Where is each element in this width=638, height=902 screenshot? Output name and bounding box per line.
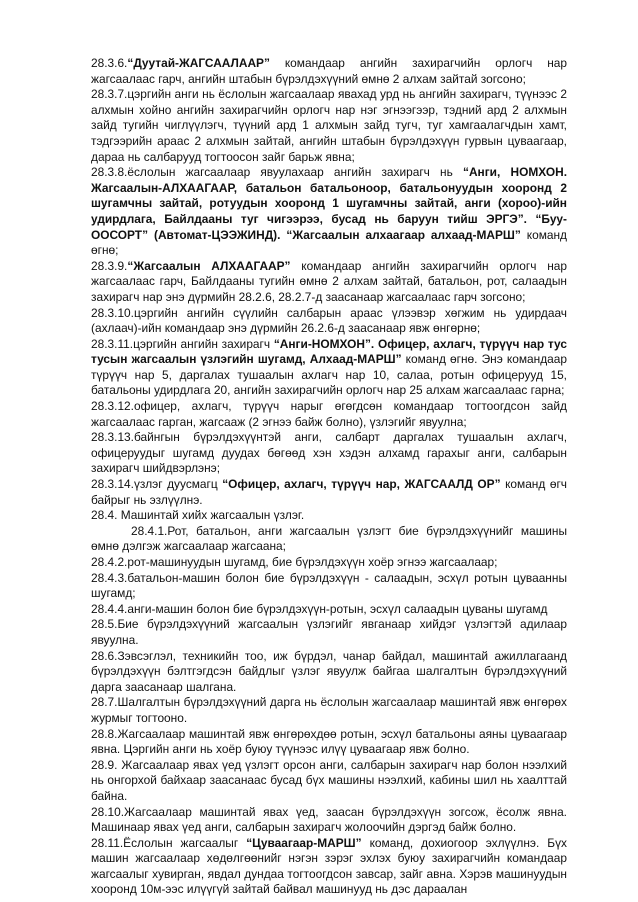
- text-run: 28.3.6.: [91, 56, 128, 70]
- text-run: команд, дохиогоор эхлүүлнэ. Бүх машин жагсаалаар хөдөлгөөнийг нэгэн зэрэг эхлэх буюу захирагчийн командаар жагсаалыг хувирган, явдал дундаа тогтоогдсон завсар, зайг авна. Хэрэв машинуудын хооронд 10м-ээс илүүгүй зайтай байвал машинууд нь дэс дараалан: [91, 835, 567, 897]
- document-page: [91, 56, 567, 898]
- paragraph-1: [91, 87, 567, 165]
- text-run: 28.5.Бие бүрэлдэхүүний жагсаалын үзлэгийг явганаар хийдэг үзлэгтэй адилаар явуулна.: [91, 617, 567, 647]
- text-run: 28.4.3.батальон-машин болон бие бүрэлдэхүүн - салаадын, эсхүл ротын цуваанны шугамд;: [91, 570, 567, 601]
- text-run: 28.8.Жагсаалаар машинтай явж өнгөрөхдөө ротын, эсхүл батальоны аяны цуваагаар явна. Цэргийн анги нь хоёр буюу түүнээс илүү цуваагаар явж болно.: [91, 726, 567, 757]
- paragraph-16: [91, 695, 567, 726]
- bold-text: “Дуутай-ЖАГСААЛААР”: [127, 56, 270, 70]
- paragraph-15: [91, 649, 567, 696]
- text-run: 28.6.Зэвсэглэл, техникийн тоо, иж бүрдэл, чанар байдал, машинтай ажиллагаанд бүрэлдэхүүн бэлтгэгдсэн байдлыг үзлэг явуулж байгаа шалгалтын бүрэлдэхүүний дарга заасанаар шалгана.: [91, 648, 567, 694]
- text-run: 28.3.8.ёслолын жагсаалаар явуулахаар ангийн захирагч нь: [91, 165, 464, 180]
- text-run: 28.11.Ёслолын жагсаалыг: [91, 835, 247, 850]
- text-run: 28.7.Шалгалтын бүрэлдэхүүний дарга нь ёслолын жагсаалаар машинтай явж өнгөрөх журмыг тогтооно.: [91, 695, 567, 725]
- bold-text: “Офицер, ахлагч, түрүүч нар, ЖАГСААЛД ОР”: [222, 477, 501, 492]
- bold-text: “Жагсаалын АЛХААГААР”: [127, 258, 291, 273]
- paragraph-0: [91, 56, 567, 87]
- text-run: 28.3.12.офицер, ахлагч, түрүүч нарыг өгөгдсөн командаар тогтоогдсон зайд жагсаалаас гарган, жагсааж (2 эгнээ байж болно), үзлэгийг явуулна;: [91, 399, 567, 429]
- text-run: командаар ангийн захирагчийн орлогч нар жагсаалаас гарч, ангийн штабын бүрэлдэхүүний өмнө 2 алхам зайтай зогсоно;: [91, 56, 567, 86]
- paragraph-18: [91, 758, 567, 805]
- text-run: 28.3.10.цэргийн ангийн сүүлийн салбарын араас үлээвэр хөгжим нь удирдаач (ахлаач)-ийн командаар энэ дүрмийн 26.2.6-д заасанаар явж өнгөрнө;: [91, 305, 567, 336]
- paragraph-12: [91, 571, 567, 602]
- paragraph-10: [91, 524, 567, 555]
- text-run: 28.4.2.рот-машинуудын шугамд, бие бүрэлдэхүүн хоёр эгнээ жагсаалаар;: [91, 555, 498, 569]
- paragraph-5: [91, 337, 567, 399]
- paragraph-7: [91, 430, 567, 477]
- paragraph-6: [91, 399, 567, 430]
- paragraph-9: [91, 508, 567, 524]
- paragraph-17: [91, 727, 567, 758]
- paragraph-8: [91, 477, 567, 508]
- text-run: командаар ангийн захирагчийн орлогч нар жагсаалаас гарч, Байлдааны тугийн өмнө 2 алхам зайтай, батальон, рот, салаадын захирагч нар энэ дүрмийн 28.2.6, 28.2.7-д заасанаар жагсаалаас гарч зогсоно;: [91, 258, 567, 304]
- paragraph-3: [91, 259, 567, 306]
- text-run: команд өгч байрыг нь эзлүүлнэ.: [91, 477, 567, 507]
- text-run: 28.3.7.цэргийн анги нь ёслолын жагсаалаар явахад урд нь ангийн захирагч, түүнээс 2 алхмын хойно ангийн захирагчийн орлогч нар нэг эгнээгээр, тэдний ард 2 алхмын зайд тугийн чиглүүлэгч, түүний ард 1 алхмын зайд тугч, туг хамгаалагчдын хамт, тэдгээрийн араас 2 алхмын зайтай, ангийн штабын бүрэлдэхүүн гурвын цуваагаар, дараа нь салбарууд тогтоосон зайг барьж явна;: [91, 87, 567, 164]
- text-run: 28.3.11.цэргийн ангийн захирагч: [91, 336, 274, 351]
- text-run: 28.4.1.Рот, батальон, анги жагсаалын үзлэгт бие бүрэлдэхүүнийг машины өмнө дэлгэж жагсаалаар жагсаана;: [91, 523, 567, 554]
- paragraph-20: [91, 836, 567, 898]
- text-run: команд өгнө;: [91, 227, 567, 258]
- bold-text: “Анги-НОМХОН”. Офицер, ахлагч, түрүүч нар тус тусын жагсаалын үзлэгийн шугамд, Алхаад-МАРШ”: [91, 336, 567, 367]
- paragraph-4: [91, 306, 567, 337]
- text-run: команд өгнө. Энэ командаар түрүүч нар 5, даргалах тушаалын ахлагч нар 10, салаа, ротын офицерууд 15, батальоны удирдлага 20, ангийн захирагчийн орлогч нар 25 алхам жагсаалаас гарна;: [91, 352, 567, 398]
- bold-text: “Цуваагаар-МАРШ”: [246, 835, 362, 850]
- text-run: 28.3.13.байнгын бүрэлдэхүүнтэй анги, салбарт даргалах тушаалын ахлагч, офицеруудыг шугамд дуудах бөгөөд хэн хэдэн алхамд гарахыг анги, салбарын захирагч шийдвэрлэнэ;: [91, 430, 567, 476]
- paragraph-14: [91, 617, 567, 648]
- bold-text: “Анги, НОМХОН. Жагсаалын-АЛХААГААР, батальон батальоноор, батальонуудын хооронд 2 шугамчны зайтай, ротуудын хооронд 1 шугамчны зайтай, анги (хороо)-ийн удирдлага, Байлдааны туг чигээрээ, бусад нь баруун тийш ЭРГЭ”. “Буу-ООСОРТ” (Автомат-ЦЭЭЖИНД). “Жагсаалын алхаагаар алхаад-МАРШ”: [91, 165, 567, 242]
- paragraph-2: [91, 165, 567, 259]
- text-run: 28.4. Машинтай хийх жагсаалын үзлэг.: [91, 508, 305, 523]
- paragraph-13: [91, 602, 567, 618]
- text-run: 28.9. Жагсаалаар явах үед үзлэгт орсон анги, салбарын захирагч нар болон нээлхий нь онгорхой байхаар заасанаас бусад бүх машины нээлхий, кабины шил нь хаалттай байна.: [91, 757, 567, 803]
- paragraph-11: [91, 555, 567, 571]
- text-run: 28.3.14.үзлэг дуусмагц: [91, 477, 223, 492]
- paragraph-19: [91, 805, 567, 836]
- text-run: 28.3.9.: [91, 258, 128, 273]
- text-run: 28.10.Жагсаалаар машинтай явах үед, заасан бүрэлдэхүүн зогсож, ёсолж явна. Машинаар явах үед анги, салбарын захирагч жолоочийн дэргэд байж болно.: [91, 804, 567, 835]
- text-run: 28.4.4.анги-машин болон бие бүрэлдэхүүн-ротын, эсхүл салаадын цуваны шугамд: [91, 601, 548, 616]
